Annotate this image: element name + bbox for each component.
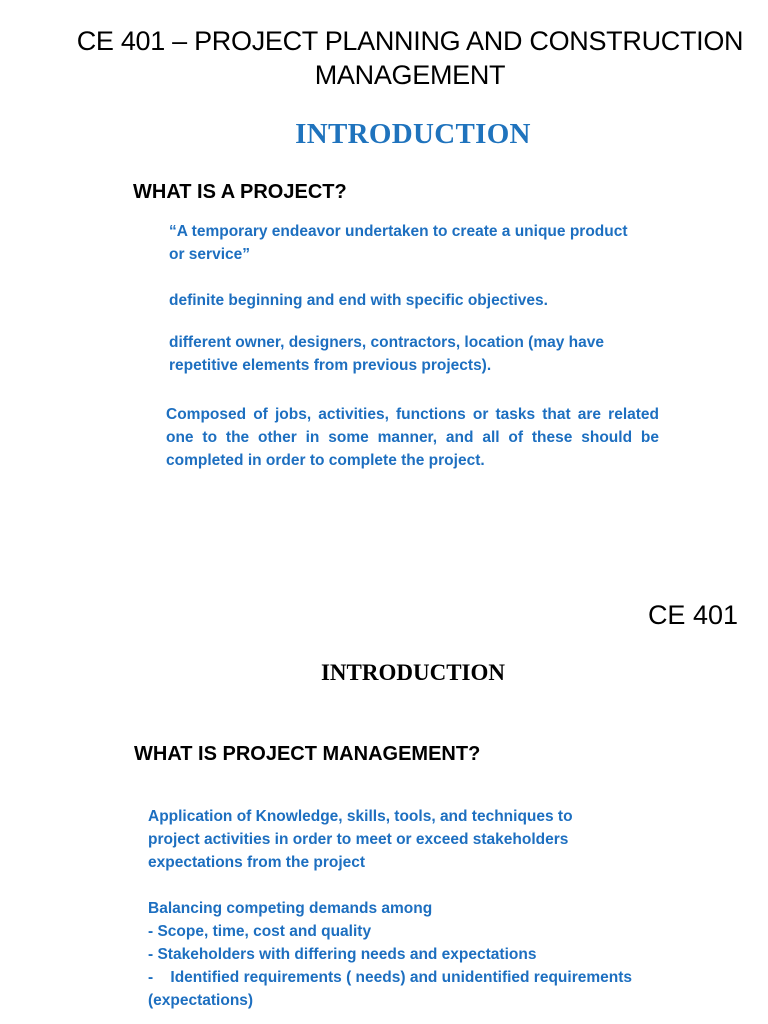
course-title: CE 401 – PROJECT PLANNING AND CONSTRUCTION MANAGEMENT — [76, 26, 744, 90]
list-item: - Scope, time, cost and quality — [148, 923, 372, 940]
list-item: - Stakeholders with differing needs and expectations — [148, 946, 537, 963]
project-point-parties: different owner, designers, contractors, location (may have repetitive elements from previous projects). — [169, 334, 604, 374]
heading-what-is-project: WHAT IS A PROJECT? — [133, 181, 347, 203]
list-item: - Identified requirements ( needs) and unidentified requirements — [148, 969, 633, 986]
project-point-composition: Composed of jobs, activities, functions or tasks that are related one to the other in some manner, and all of these should be completed in order to complete the project. — [166, 406, 659, 469]
pm-balancing-intro: Balancing competing demands among — [148, 900, 433, 917]
heading-what-is-project-management: WHAT IS PROJECT MANAGEMENT? — [134, 743, 481, 765]
project-definition: “A temporary endeavor undertaken to create a unique product or service” — [169, 223, 628, 263]
section-title: INTRODUCTION — [295, 118, 531, 150]
list-item-continuation: (expectations) — [148, 992, 254, 1009]
pm-definition: Application of Knowledge, skills, tools, and techniques to project activities in order to meet or exceed stakeholders expectations from the project — [148, 808, 573, 871]
section-title-2: INTRODUCTION — [320, 660, 506, 685]
pm-balancing-list — [148, 897, 708, 1012]
project-point-beginning-end: definite beginning and end with specific objectives. — [169, 292, 548, 309]
course-code-label: CE 401 — [647, 600, 738, 630]
